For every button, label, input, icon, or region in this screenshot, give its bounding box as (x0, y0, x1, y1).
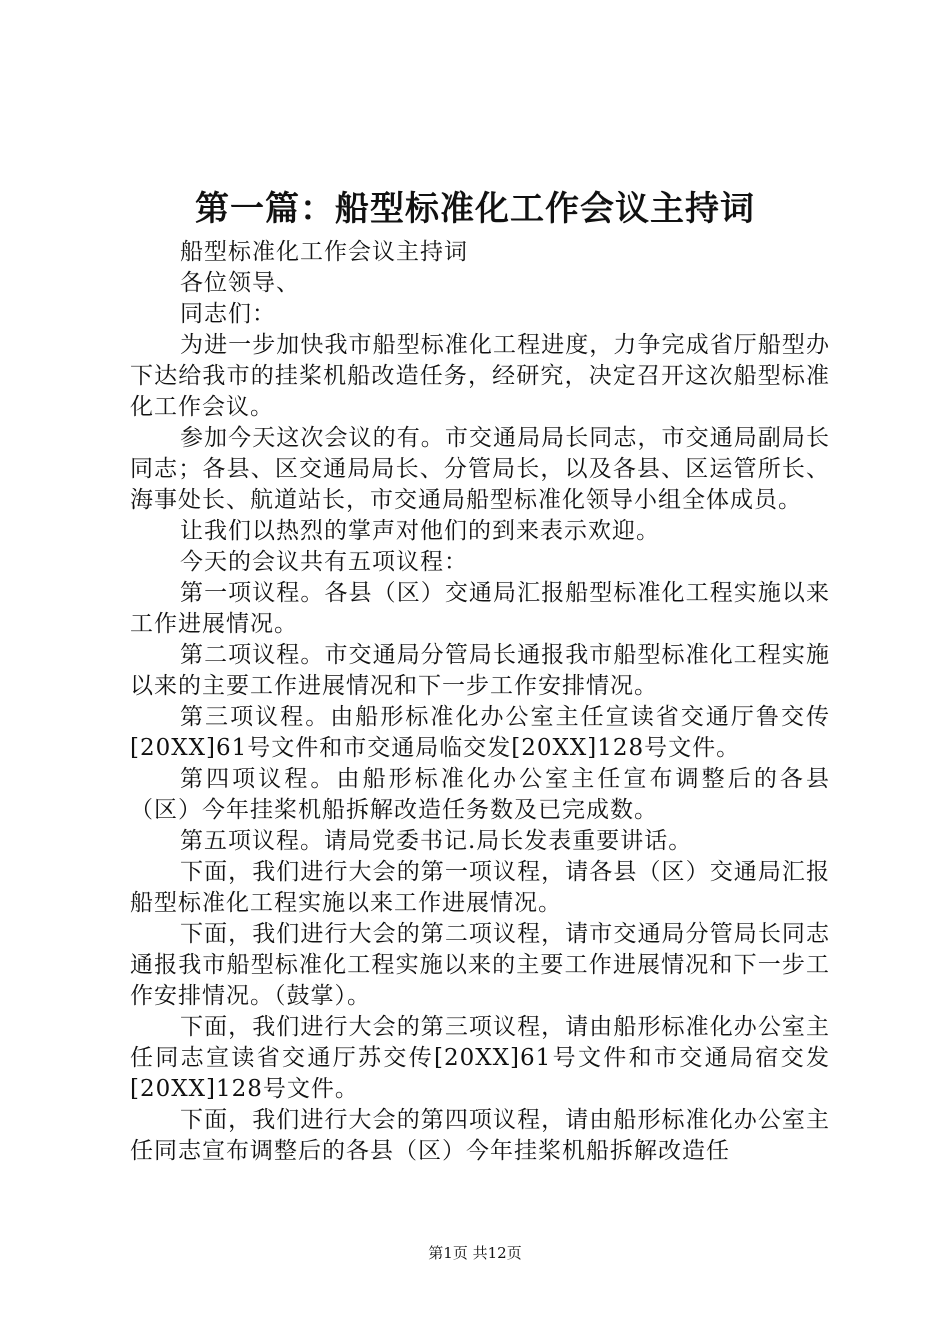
document-body (130, 237, 830, 1167)
agenda-item: 第四项议程。由船形标准化办公室主任宣布调整后的各县（区）今年挂桨机船拆解改造任务数及已完成数。 (130, 766, 830, 823)
paragraph: 下面，我们进行大会的第一项议程，请各县（区）交通局汇报船型标准化工程实施以来工作进展情况。 (130, 859, 830, 916)
page-footer (0, 1243, 950, 1263)
paragraph: 让我们以热烈的掌声对他们的到来表示欢迎。 (180, 518, 660, 544)
paragraph: 为进一步加快我市船型标准化工程进度，力争完成省厅船型办下达给我市的挂桨机船改造任务，经研究，决定召开这次船型标准化工作会议。 (130, 332, 830, 420)
document-title: 第一篇：船型标准化工作会议主持词 (195, 189, 755, 229)
agenda-item: 第二项议程。市交通局分管局长通报我市船型标准化工程实施以来的主要工作进展情况和下一步工作安排情况。 (130, 642, 830, 699)
page-number: 第1页 共12页 (428, 1244, 522, 1262)
paragraph-salutation-leaders: 各位领导、 (180, 270, 300, 296)
paragraph: 下面，我们进行大会的第三项议程，请由船形标准化办公室主任同志宣读省交通厅苏交传[20XX]61号文件和市交通局宿交发[20XX]128号文件。 (130, 1014, 830, 1102)
paragraph: 下面，我们进行大会的第四项议程，请由船形标准化办公室主任同志宣布调整后的各县（区）今年挂桨机船拆解改造任 (130, 1107, 830, 1164)
agenda-item: 第五项议程。请局党委书记.局长发表重要讲话。 (180, 828, 693, 854)
paragraph-heading: 船型标准化工作会议主持词 (180, 239, 468, 265)
paragraph: 今天的会议共有五项议程： (180, 549, 468, 575)
agenda-item: 第一项议程。各县（区）交通局汇报船型标准化工程实施以来工作进展情况。 (130, 580, 830, 637)
paragraph-salutation-comrades: 同志们： (180, 301, 276, 327)
agenda-item: 第三项议程。由船形标准化办公室主任宣读省交通厅鲁交传[20XX]61号文件和市交通局临交发[20XX]128号文件。 (130, 704, 830, 761)
paragraph: 参加今天这次会议的有。市交通局局长同志，市交通局副局长同志；各县、区交通局局长、分管局长，以及各县、区运管所长、海事处长、航道站长，市交通局船型标准化领导小组全体成员。 (130, 425, 830, 513)
paragraph: 下面，我们进行大会的第二项议程，请市交通局分管局长同志通报我市船型标准化工程实施以来的主要工作进展情况和下一步工作安排情况。（鼓掌）。 (130, 921, 830, 1009)
